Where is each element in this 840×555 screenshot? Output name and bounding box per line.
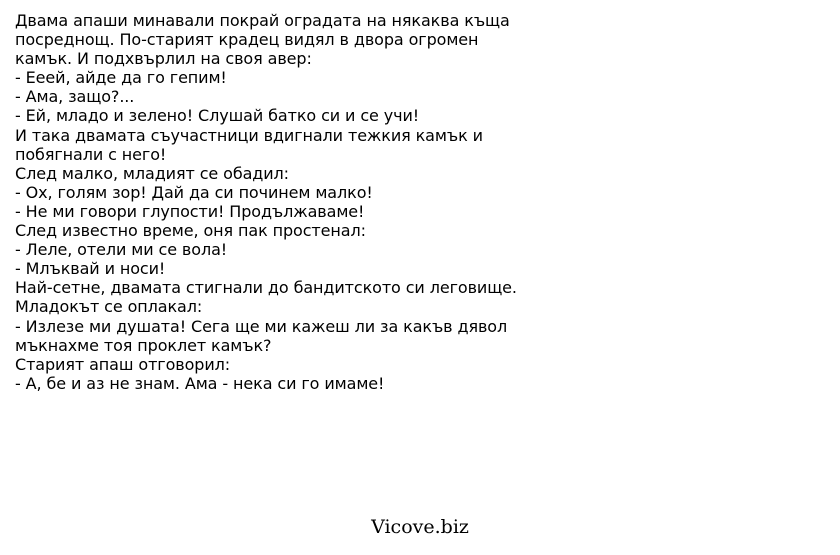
- text-line: - Ей, младо и зелено! Слушай батко си и се учи!: [15, 106, 420, 126]
- text-line: Най-сетне, двамата стигнали до бандитското си леговище.: [15, 278, 517, 298]
- text-line: - Не ми говори глупости! Продължаваме!: [15, 201, 365, 221]
- text-line: - Млъквай и носи!: [15, 259, 166, 279]
- text-line: Старият апаш отговорил:: [15, 354, 231, 374]
- text-line: - Излезе ми душата! Сега ще ми кажеш ли за какъв дявол: [15, 316, 508, 336]
- text-line: камък. И подхвърлил на своя авер:: [15, 49, 312, 69]
- text-line: И така двамата съучастници вдигнали тежкия камък и: [15, 125, 483, 145]
- joke-text: [15, 11, 825, 393]
- site-watermark: Vicove.biz: [371, 516, 469, 538]
- text-line: След малко, младият се обадил:: [15, 163, 289, 183]
- text-line: - Ама, защо?...: [15, 87, 135, 107]
- text-line: - Ох, голям зор! Дай да си починем малко!: [15, 182, 373, 202]
- text-line: Двама апаши минавали покрай оградата на някаква къща: [15, 11, 510, 30]
- text-line: - А, бе и аз не знам. Ама - нека си го имаме!: [15, 373, 385, 393]
- text-line: - Леле, отели ми се вола!: [15, 240, 228, 260]
- text-line: Младокът се оплакал:: [15, 297, 203, 317]
- text-line: - Ееей, айде да го гепим!: [15, 68, 227, 88]
- text-line: мъкнахме тоя проклет камък?: [15, 335, 272, 355]
- text-line: посреднощ. По-старият крадец видял в двора огромен: [15, 30, 479, 50]
- text-line: След известно време, оня пак простенал:: [15, 221, 366, 241]
- text-line: побягнали с него!: [15, 144, 167, 164]
